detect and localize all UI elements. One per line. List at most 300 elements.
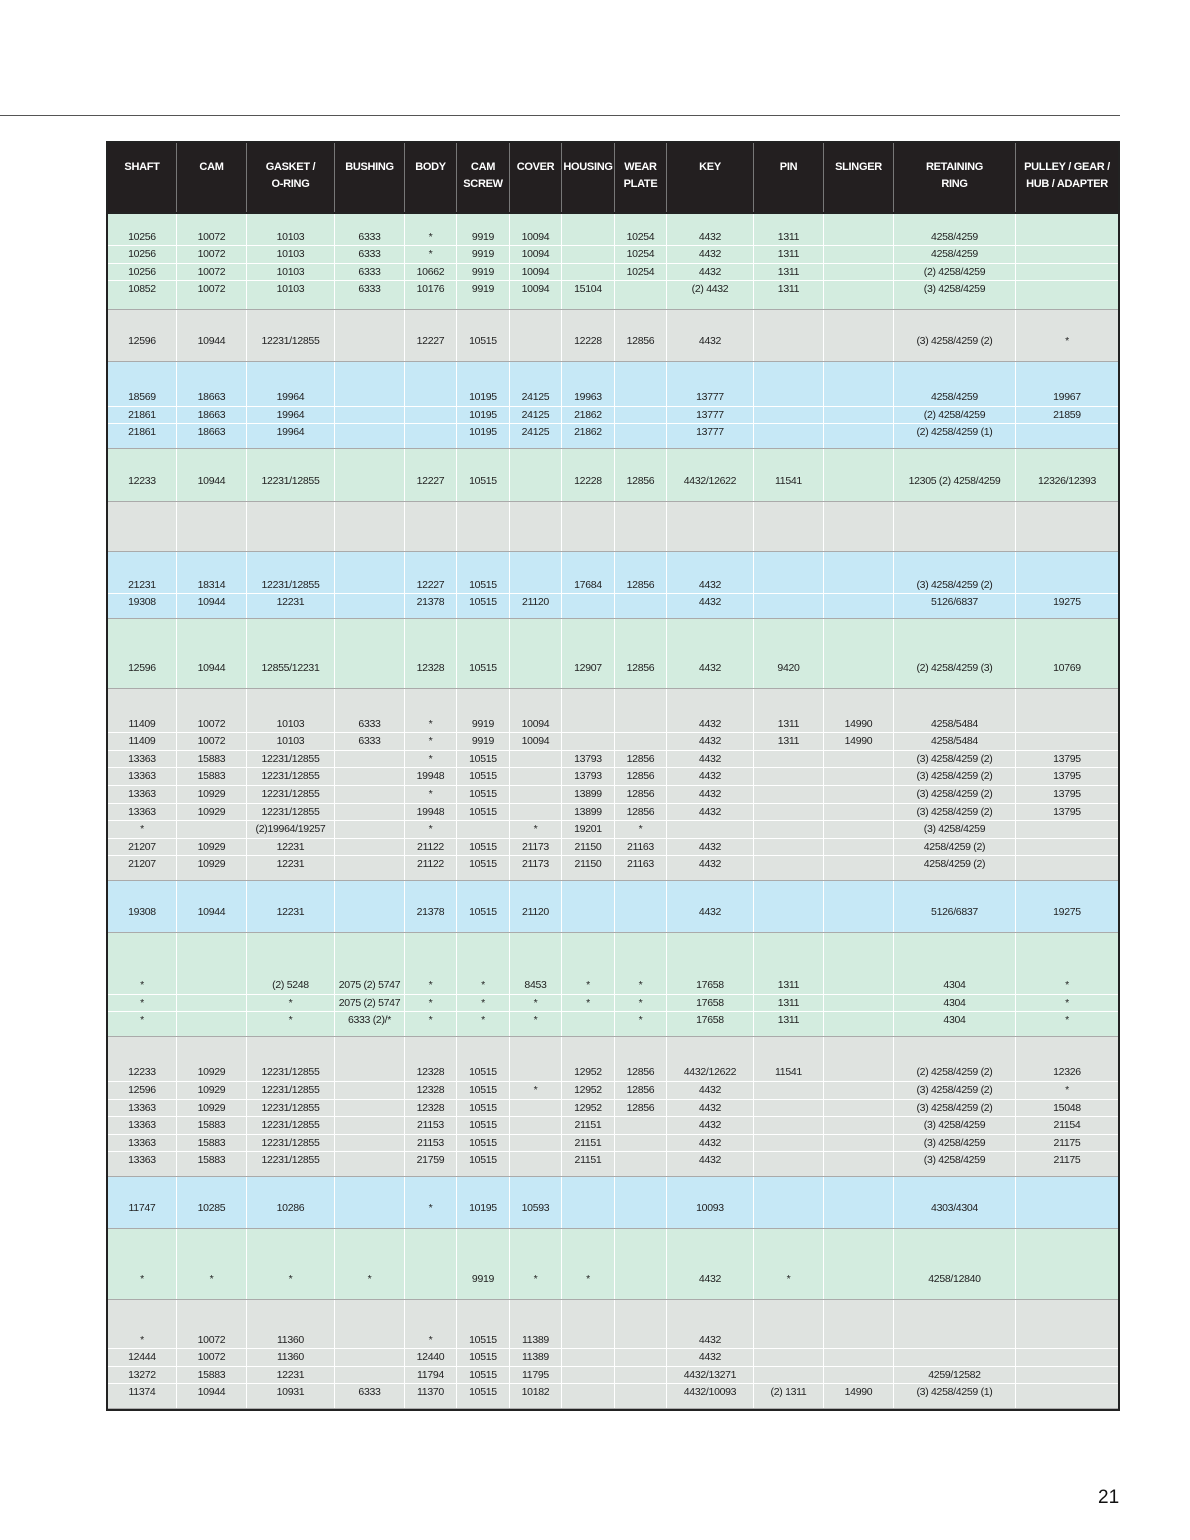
cell-pin: 1311 <box>754 977 824 994</box>
cell-shaft: 12233 <box>108 473 177 491</box>
cell-key: (2) 4432 <box>667 281 754 299</box>
cell-cam: 10072 <box>177 1332 247 1349</box>
cell-gasket-o-ring: 10103 <box>247 733 335 750</box>
cell-bushing: 2075 (2) 5747 <box>335 995 405 1012</box>
table-row <box>108 839 1118 857</box>
cell-bushing <box>335 407 405 424</box>
cell-gasket-o-ring: 11360 <box>247 1349 335 1366</box>
cell-shaft: 10256 <box>108 246 177 263</box>
cell-cam-screw: 10515 <box>457 751 510 768</box>
cell-bushing <box>335 1064 405 1081</box>
cell-key: 4432/12622 <box>667 1064 754 1081</box>
cell-key: 4432 <box>667 1082 754 1099</box>
cell-cam: 15883 <box>177 768 247 785</box>
cell-housing: 21151 <box>562 1152 615 1170</box>
cell-pulley-gear-hub-adapter <box>1016 733 1118 750</box>
cell-pin <box>754 594 824 612</box>
cell-body: 21378 <box>405 594 457 612</box>
cell-retaining-ring: (2) 4258/4259 <box>894 264 1016 281</box>
cell-bushing: 6333 <box>335 246 405 263</box>
cell-body: 21122 <box>405 856 457 874</box>
cell-body: * <box>405 246 457 263</box>
cell-pulley-gear-hub-adapter: 12326 <box>1053 1066 1081 1079</box>
cell-body: * <box>405 786 457 803</box>
cell-cam-screw: 9919 <box>457 733 510 750</box>
cell-pulley-gear-hub-adapter <box>1016 281 1118 299</box>
cell-housing: 13793 <box>562 768 615 785</box>
cell-housing: 13793 <box>562 751 615 768</box>
cell-key: 4432 <box>667 904 754 922</box>
cell-cam-screw: 10515 <box>457 856 510 874</box>
cell-retaining-ring: 4258/4259 <box>894 246 1016 263</box>
cell-cam: 18663 <box>177 407 247 424</box>
cell-body: * <box>405 995 457 1012</box>
cell-key: 4432/10093 <box>667 1384 754 1402</box>
cell-bushing: 6333 <box>335 716 405 733</box>
cell-key: 17658 <box>667 1012 754 1030</box>
cell-cover <box>510 786 562 803</box>
cell-pulley-gear-hub-adapter: * <box>1065 996 1069 1009</box>
cell-gasket-o-ring: 10103 <box>247 246 335 263</box>
cell-cam-screw: 10515 <box>457 768 510 785</box>
cell-pulley-gear-hub-adapter: 21859 <box>1053 408 1081 421</box>
cell-body <box>405 424 457 442</box>
cell-body: 11370 <box>405 1384 457 1402</box>
cell-cam-screw: 10515 <box>457 804 510 821</box>
cell-key: 13777 <box>667 424 754 442</box>
cell-slinger <box>824 804 894 821</box>
cell-cover: 21120 <box>510 904 562 922</box>
table-row <box>108 246 1118 264</box>
cell-retaining-ring: (2) 4258/4259 (1) <box>894 424 1016 442</box>
cell-slinger <box>824 821 894 838</box>
cell-retaining-ring: (3) 4258/4259 (2) <box>894 1100 1016 1117</box>
cell-pin <box>754 786 824 803</box>
table-row <box>108 264 1118 282</box>
cell-housing: 13899 <box>562 804 615 821</box>
cell-shaft: 11747 <box>108 1200 177 1218</box>
cell-bushing: * <box>335 1271 405 1289</box>
cell-pulley-gear-hub-adapter <box>1016 716 1118 733</box>
cell-housing: 21151 <box>562 1117 615 1134</box>
cell-cam <box>177 995 247 1012</box>
cell-key: 4432 <box>667 804 754 821</box>
cell-retaining-ring: 4258/4259 (2) <box>894 839 1016 856</box>
cell-key: 4432 <box>667 768 754 785</box>
cell-bushing: 6333 <box>335 281 405 299</box>
cell-cam: 18663 <box>177 424 247 442</box>
cell-pin <box>754 804 824 821</box>
table-row <box>108 1117 1118 1135</box>
cell-body: 11794 <box>405 1367 457 1384</box>
cell-cam: * <box>177 1271 247 1289</box>
table-row <box>108 1384 1118 1402</box>
cell-wear-plate: * <box>615 821 667 838</box>
table-row <box>108 229 1118 247</box>
cell-cover: 10094 <box>510 246 562 263</box>
cell-body: 12227 <box>405 333 457 351</box>
cell-slinger <box>824 1271 894 1289</box>
cell-gasket-o-ring: * <box>247 995 335 1012</box>
cell-gasket-o-ring: 12231/12855 <box>247 577 335 594</box>
cell-cam-screw: 10515 <box>457 1135 510 1152</box>
cell-cover <box>510 768 562 785</box>
cell-gasket-o-ring: 10103 <box>247 229 335 246</box>
cell-pin <box>754 1332 824 1349</box>
cell-housing: 21862 <box>562 407 615 424</box>
cell-housing: * <box>562 1271 615 1289</box>
cell-shaft: 11409 <box>108 716 177 733</box>
cell-cover: * <box>510 1271 562 1289</box>
cell-body: 19948 <box>405 768 457 785</box>
cell-cover <box>510 473 562 491</box>
column-header-cover: COVER <box>510 143 562 212</box>
cell-key: 4432 <box>667 1332 754 1349</box>
cell-housing: 12907 <box>562 660 615 678</box>
cell-body: * <box>405 1332 457 1349</box>
cell-retaining-ring: (3) 4258/4259 (2) <box>894 786 1016 803</box>
table-row <box>108 1152 1118 1170</box>
cell-cam: 15883 <box>177 751 247 768</box>
cell-body: * <box>405 1200 457 1218</box>
cell-gasket-o-ring: 12231/12855 <box>247 1100 335 1117</box>
cell-housing: 19201 <box>562 821 615 838</box>
cell-cam-screw: 9919 <box>457 1271 510 1289</box>
cell-shaft: 10256 <box>108 264 177 281</box>
row-group <box>108 502 1118 552</box>
cell-wear-plate: 12856 <box>615 473 667 491</box>
cell-retaining-ring: (3) 4258/4259 (2) <box>894 751 1016 768</box>
cell-cam-screw: * <box>457 995 510 1012</box>
cell-cam-screw: 10195 <box>457 407 510 424</box>
cell-shaft: * <box>108 977 177 994</box>
cell-wear-plate: 12856 <box>615 768 667 785</box>
cell-wear-plate: 12856 <box>615 1100 667 1117</box>
cell-gasket-o-ring: 12231/12855 <box>247 1117 335 1134</box>
cell-cam: 18314 <box>177 577 247 594</box>
cell-slinger <box>824 1152 894 1170</box>
cell-cam-screw: 9919 <box>457 264 510 281</box>
cell-bushing: 6333 <box>335 733 405 750</box>
cell-cam: 10944 <box>177 904 247 922</box>
cell-pulley-gear-hub-adapter: 21154 <box>1053 1119 1081 1132</box>
cell-cover <box>510 751 562 768</box>
cell-pin <box>754 751 824 768</box>
cell-body <box>405 389 457 406</box>
cell-key: 4432 <box>667 577 754 594</box>
cell-cam-screw: 10515 <box>457 1064 510 1081</box>
cell-cover: 10182 <box>510 1384 562 1402</box>
cell-housing <box>562 229 615 246</box>
cell-retaining-ring: (3) 4258/4259 (2) <box>894 1082 1016 1099</box>
cell-cam-screw: 10515 <box>457 1349 510 1366</box>
cell-wear-plate <box>615 904 667 922</box>
cell-gasket-o-ring: 12231/12855 <box>247 1082 335 1099</box>
cell-housing: 21150 <box>562 839 615 856</box>
cell-cover <box>510 333 562 351</box>
cell-cover <box>510 1152 562 1170</box>
row-group <box>108 1037 1118 1177</box>
cell-slinger <box>824 229 894 246</box>
cell-gasket-o-ring: 12231/12855 <box>247 473 335 491</box>
page-number: 21 <box>1098 1487 1120 1508</box>
cell-wear-plate <box>615 1200 667 1218</box>
cell-pin <box>754 389 824 406</box>
cell-cam-screw: 10515 <box>457 1332 510 1349</box>
cell-gasket-o-ring: 12231/12855 <box>247 1152 335 1170</box>
parts-table <box>106 141 1120 1411</box>
cell-retaining-ring: 5126/6837 <box>894 904 1016 922</box>
cell-cam: 15883 <box>177 1117 247 1134</box>
cell-retaining-ring: 4304 <box>894 1012 1016 1030</box>
cell-retaining-ring: (3) 4258/4259 <box>894 281 1016 299</box>
cell-shaft: 12233 <box>108 1064 177 1081</box>
cell-wear-plate <box>615 1117 667 1134</box>
cell-cam-screw: 10515 <box>457 839 510 856</box>
table-row <box>108 389 1118 407</box>
cell-bushing <box>335 473 405 491</box>
cell-cover: 10094 <box>510 281 562 299</box>
table-row <box>108 904 1118 922</box>
cell-key: 4432 <box>667 660 754 678</box>
cell-bushing <box>335 424 405 442</box>
cell-gasket-o-ring: 12231/12855 <box>247 1064 335 1081</box>
cell-cover: 8453 <box>510 977 562 994</box>
cell-cover: 24125 <box>510 389 562 406</box>
cell-pin: 1311 <box>754 264 824 281</box>
cell-body: 12328 <box>405 1064 457 1081</box>
cell-retaining-ring: 4258/5484 <box>894 733 1016 750</box>
cell-cam: 10929 <box>177 804 247 821</box>
cell-retaining-ring: (3) 4258/4259 (2) <box>894 333 1016 351</box>
cell-housing: 21150 <box>562 856 615 874</box>
cell-wear-plate <box>615 1152 667 1170</box>
cell-key: 4432 <box>667 751 754 768</box>
cell-key: 4432 <box>667 1349 754 1366</box>
cell-shaft: 12596 <box>108 660 177 678</box>
cell-shaft: 13363 <box>108 786 177 803</box>
cell-key: 10093 <box>667 1200 754 1218</box>
cell-bushing <box>335 1367 405 1384</box>
cell-housing: 12952 <box>562 1100 615 1117</box>
cell-pulley-gear-hub-adapter <box>1016 246 1118 263</box>
cell-wear-plate: 12856 <box>615 804 667 821</box>
cell-cam-screw: 10195 <box>457 424 510 442</box>
cell-retaining-ring: 4258/4259 (2) <box>894 856 1016 874</box>
cell-gasket-o-ring: 12231 <box>247 904 335 922</box>
cell-slinger: 14990 <box>824 1384 894 1402</box>
cell-cam-screw: * <box>457 1012 510 1030</box>
cell-cover: 24125 <box>510 424 562 442</box>
cell-gasket-o-ring: 19964 <box>247 424 335 442</box>
cell-bushing <box>335 333 405 351</box>
cell-pulley-gear-hub-adapter <box>1016 1271 1118 1289</box>
cell-cam-screw: * <box>457 977 510 994</box>
cell-wear-plate: 12856 <box>615 577 667 594</box>
cell-cover: 10593 <box>510 1200 562 1218</box>
row-group <box>108 449 1118 502</box>
cell-wear-plate: 21163 <box>615 839 667 856</box>
cell-bushing: 2075 (2) 5747 <box>335 977 405 994</box>
cell-shaft: 12596 <box>108 1082 177 1099</box>
cell-cam: 18663 <box>177 389 247 406</box>
cell-slinger <box>824 839 894 856</box>
cell-cover: 10094 <box>510 229 562 246</box>
cell-wear-plate <box>615 281 667 299</box>
cell-key: 17658 <box>667 995 754 1012</box>
cell-slinger <box>824 264 894 281</box>
cell-cam-screw: 10195 <box>457 389 510 406</box>
cell-body: 10176 <box>405 281 457 299</box>
cell-slinger <box>824 904 894 922</box>
cell-pin: 11541 <box>754 1064 824 1081</box>
cell-gasket-o-ring: 12231 <box>247 1367 335 1384</box>
cell-shaft: 21861 <box>108 424 177 442</box>
cell-body: 21759 <box>405 1152 457 1170</box>
cell-pulley-gear-hub-adapter: 13795 <box>1053 805 1081 818</box>
cell-shaft: 19308 <box>108 594 177 612</box>
cell-shaft: 10256 <box>108 229 177 246</box>
cell-pulley-gear-hub-adapter <box>1016 577 1118 594</box>
cell-cam-screw: 10515 <box>457 577 510 594</box>
cell-cam: 10072 <box>177 733 247 750</box>
cell-body <box>405 407 457 424</box>
cell-wear-plate <box>615 716 667 733</box>
cell-retaining-ring: 4304 <box>894 977 1016 994</box>
cell-gasket-o-ring: 12231 <box>247 856 335 874</box>
cell-slinger <box>824 1012 894 1030</box>
column-header-shaft: SHAFT <box>108 143 177 212</box>
cell-cam-screw: 10515 <box>457 1117 510 1134</box>
cell-bushing <box>335 821 405 838</box>
cell-cam: 10944 <box>177 473 247 491</box>
cell-shaft: 11374 <box>108 1384 177 1402</box>
cell-gasket-o-ring: 12231/12855 <box>247 768 335 785</box>
cell-shaft: 21231 <box>108 577 177 594</box>
cell-pin: 1311 <box>754 281 824 299</box>
cell-cam-screw: 10515 <box>457 1152 510 1170</box>
cell-pulley-gear-hub-adapter: 19967 <box>1053 391 1081 404</box>
cell-housing: 15104 <box>562 281 615 299</box>
cell-pin <box>754 1117 824 1134</box>
table-row <box>108 1135 1118 1153</box>
cell-slinger <box>824 407 894 424</box>
cell-shaft: 10852 <box>108 281 177 299</box>
cell-body: * <box>405 1012 457 1030</box>
cell-shaft: * <box>108 1012 177 1030</box>
cell-slinger <box>824 786 894 803</box>
cell-cam-screw: 9919 <box>457 246 510 263</box>
cell-cam-screw: 10515 <box>457 904 510 922</box>
cell-shaft: 13363 <box>108 1117 177 1134</box>
cell-housing <box>562 716 615 733</box>
cell-bushing <box>335 1332 405 1349</box>
row-group <box>108 214 1118 310</box>
cell-slinger <box>824 1117 894 1134</box>
cell-housing <box>562 733 615 750</box>
cell-shaft: 21861 <box>108 407 177 424</box>
cell-housing <box>562 264 615 281</box>
cell-bushing <box>335 1082 405 1099</box>
cell-cam-screw: 9919 <box>457 229 510 246</box>
cell-bushing <box>335 904 405 922</box>
cell-wear-plate: 12856 <box>615 333 667 351</box>
cell-key: 4432 <box>667 333 754 351</box>
cell-body: 19948 <box>405 804 457 821</box>
cell-gasket-o-ring: 12231/12855 <box>247 333 335 351</box>
cell-bushing <box>335 856 405 874</box>
cell-gasket-o-ring: (2) 5248 <box>247 977 335 994</box>
cell-retaining-ring: 4258/12840 <box>894 1271 1016 1289</box>
cell-housing <box>562 1349 615 1366</box>
cell-pin: 1311 <box>754 716 824 733</box>
cell-gasket-o-ring: * <box>247 1271 335 1289</box>
cell-cam: 10944 <box>177 333 247 351</box>
cell-retaining-ring: 4258/5484 <box>894 716 1016 733</box>
column-header-gasket-o-ring: GASKET / O-RING <box>247 143 335 212</box>
cell-pulley-gear-hub-adapter: 21175 <box>1053 1154 1081 1167</box>
cell-cover: * <box>510 1012 562 1030</box>
cell-pulley-gear-hub-adapter <box>1016 1384 1118 1402</box>
cell-body: 12227 <box>405 473 457 491</box>
column-header-bushing: BUSHING <box>335 143 405 212</box>
cell-pin: * <box>754 1271 824 1289</box>
cell-cam: 10072 <box>177 264 247 281</box>
cell-gasket-o-ring: 19964 <box>247 407 335 424</box>
table-row <box>108 1332 1118 1350</box>
cell-retaining-ring: (3) 4258/4259 (2) <box>894 577 1016 594</box>
cell-cover: * <box>510 995 562 1012</box>
cell-wear-plate: 10254 <box>615 264 667 281</box>
cell-pin <box>754 333 824 351</box>
cell-slinger <box>824 995 894 1012</box>
cell-shaft: 13272 <box>108 1367 177 1384</box>
cell-retaining-ring: (2) 4258/4259 (3) <box>894 660 1016 678</box>
cell-gasket-o-ring: 12231 <box>247 594 335 612</box>
cell-pulley-gear-hub-adapter: 13795 <box>1053 752 1081 765</box>
cell-bushing <box>335 839 405 856</box>
table-row <box>108 577 1118 595</box>
cell-shaft: 13363 <box>108 768 177 785</box>
cell-key: 4432 <box>667 1117 754 1134</box>
cell-body: 12227 <box>405 577 457 594</box>
cell-key: 4432 <box>667 1100 754 1117</box>
cell-housing <box>562 246 615 263</box>
cell-cam: 10929 <box>177 839 247 856</box>
cell-cover: 11795 <box>510 1367 562 1384</box>
cell-cover <box>510 1064 562 1081</box>
cell-slinger <box>824 577 894 594</box>
cell-gasket-o-ring: (2)19964/19257 <box>247 821 335 838</box>
cell-key: 4432/13271 <box>667 1367 754 1384</box>
cell-retaining-ring: (2) 4258/4259 <box>894 407 1016 424</box>
cell-pulley-gear-hub-adapter <box>1016 839 1118 856</box>
cell-cam: 10072 <box>177 246 247 263</box>
cell-housing <box>562 594 615 612</box>
cell-gasket-o-ring: 12231/12855 <box>247 804 335 821</box>
cell-shaft: 21207 <box>108 839 177 856</box>
cell-cover: 10094 <box>510 733 562 750</box>
cell-cover: 10094 <box>510 264 562 281</box>
cell-pulley-gear-hub-adapter <box>1016 1349 1118 1366</box>
cell-cam: 10072 <box>177 716 247 733</box>
cell-bushing: 6333 <box>335 1384 405 1402</box>
cell-pin <box>754 424 824 442</box>
cell-pulley-gear-hub-adapter: 13795 <box>1053 788 1081 801</box>
table-row <box>108 1100 1118 1118</box>
cell-bushing <box>335 1200 405 1218</box>
cell-wear-plate: 12856 <box>615 1064 667 1081</box>
